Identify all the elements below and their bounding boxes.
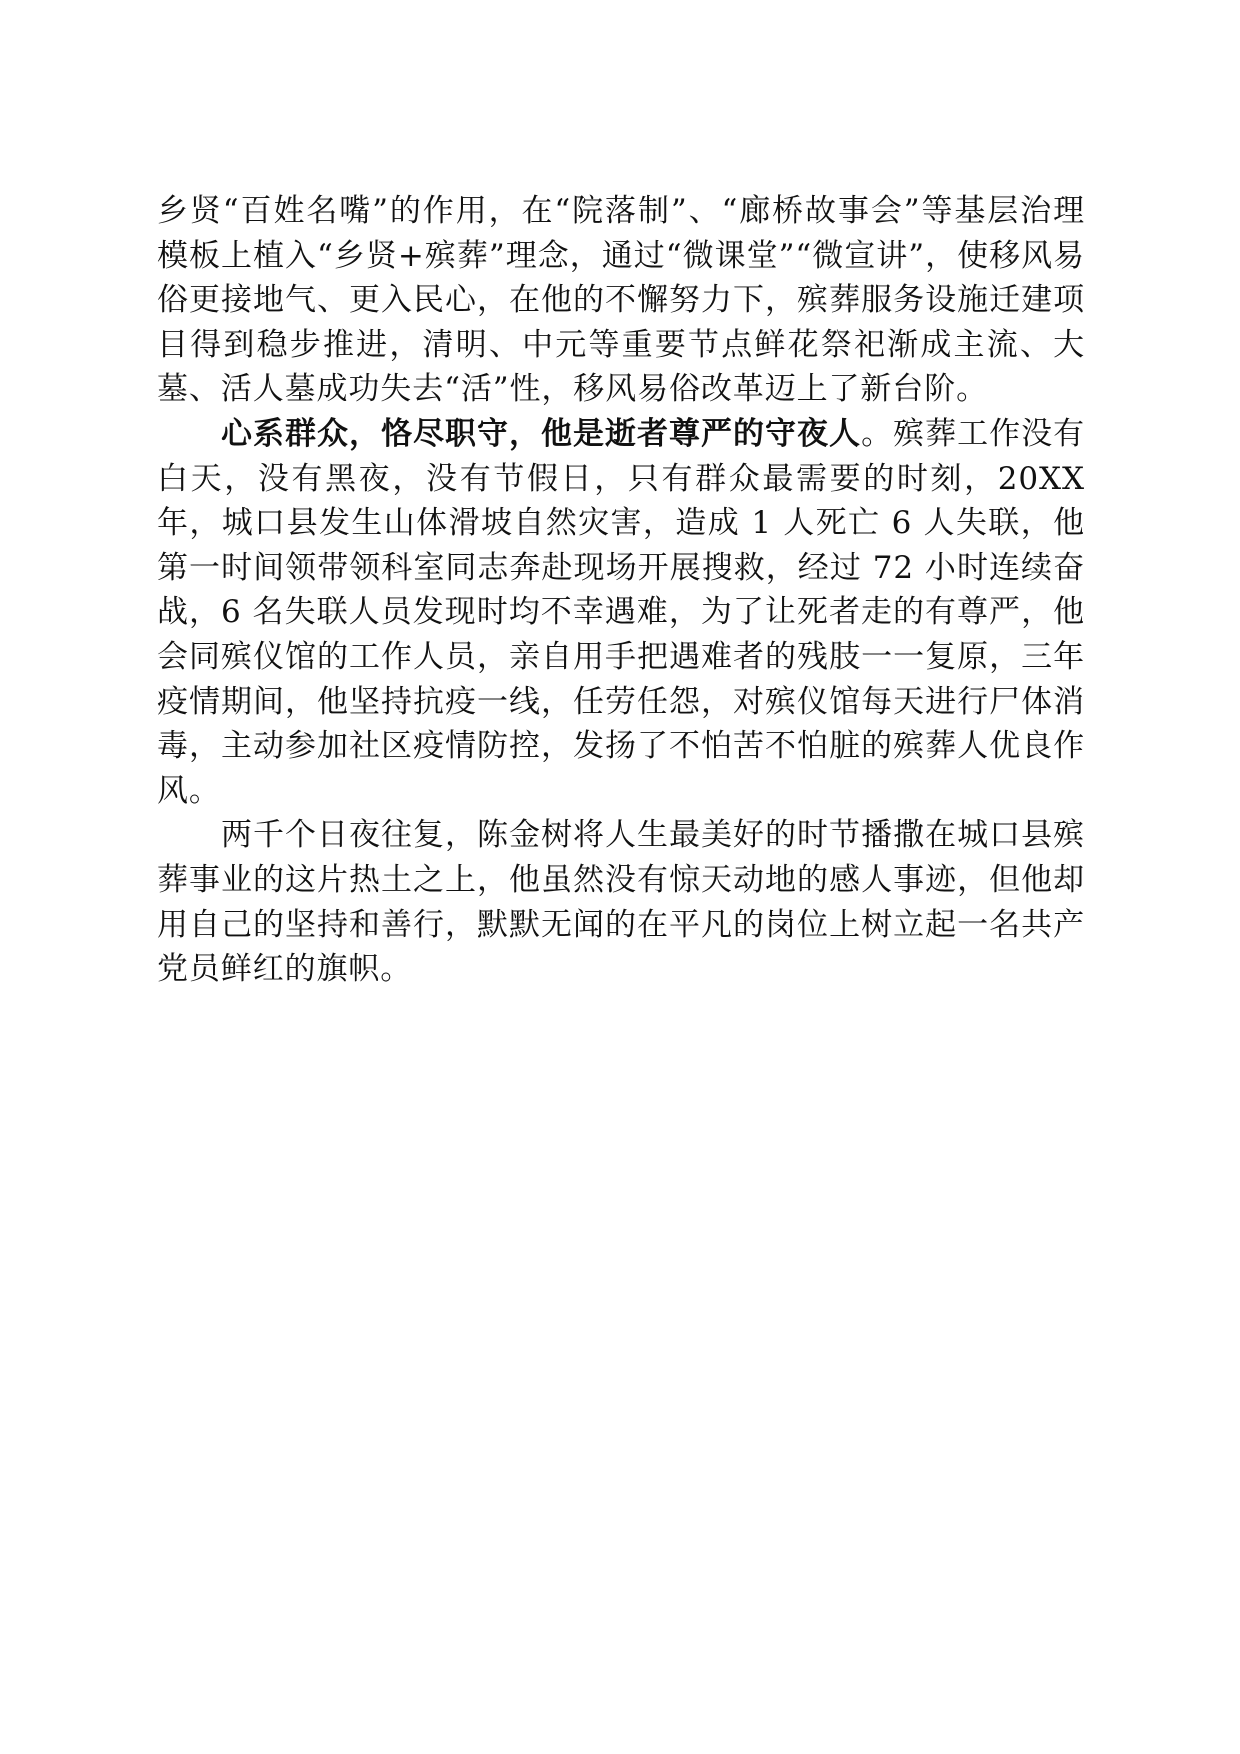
paragraph-conclusion: 两千个日夜往复，陈金树将人生最美好的时节播撒在城口县殡葬事业的这片热土之上，他虽然没有惊天动地的感人事迹，但他却用自己的坚持和善行，默默无闻的在平凡的岗位上树立起一名共产党员鲜红的旗帜。 — [157, 817, 1085, 988]
paragraph-lead-heading: 心系群众，恪尽职守，他是逝者尊严的守夜人 — [221, 415, 862, 452]
paragraph-service — [157, 412, 1085, 813]
paragraph-service-text: 。殡葬工作没有白天，没有黑夜，没有节假日，只有群众最需要的时刻，20XX 年，城口县发生山体滑坡自然灾害，造成 1 人死亡 6 人失联，他第一时间领带领科室同志奔赴现场开展搜救，经过 72 小时连续奋战，6 名失联人员发现时均不幸遇难，为了让死者走的有尊严，他会同殡仪馆的工作人员，亲自用手把遇难者的残肢一一复原，三年疫情期间，他坚持抗疫一线，任劳任怨，对殡仪馆每天进行尸体消毒，主动参加社区疫情防控，发扬了不怕苦不怕脏的殡葬人优良作风。 — [157, 415, 1085, 809]
document-body — [157, 189, 1085, 992]
paragraph-continuation: 乡贤“百姓名嘴”的作用，在“院落制”、“廊桥故事会”等基层治理模板上植入“乡贤+殡葬”理念，通过“微课堂”“微宣讲”，使移风易俗更接地气、更入民心，在他的不懈努力下，殡葬服务设施迁建项目得到稳步推进，清明、中元等重要节点鲜花祭祀渐成主流、大墓、活人墓成功失去“活”性，移风易俗改革迈上了新台阶。 — [157, 193, 1085, 408]
